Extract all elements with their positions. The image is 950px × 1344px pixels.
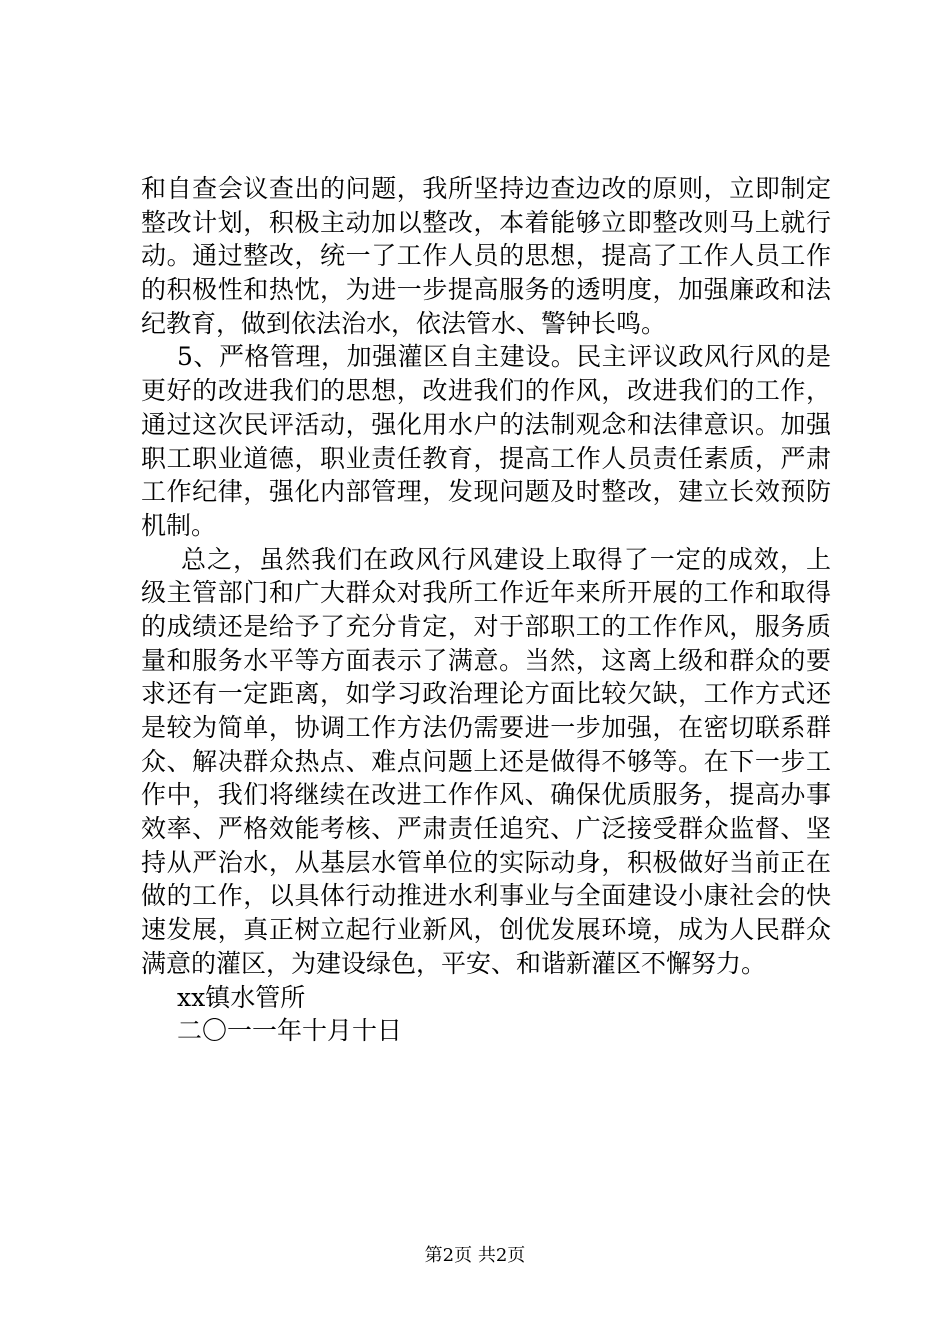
text-line: 纪教育，做到依法治水，依法管水、警钟长鸣。: [141, 308, 667, 338]
text-line: 工作纪律，强化内部管理，发现问题及时整改，建立长效预防: [141, 477, 831, 507]
text-line: 的积极性和热忱，为进一步提高服务的透明度，加强廉政和法: [141, 275, 831, 305]
paragraph-summary: [141, 543, 831, 981]
text-line: 和自查会议查出的问题，我所坚持边查边改的原则，立即制定: [141, 174, 831, 203]
text-line: 级主管部门和广大群众对我所工作近年来所开展的工作和取得: [141, 578, 831, 608]
text-line: 求还有一定距离，如学习政治理论方面比较欠缺，工作方式还: [141, 679, 831, 709]
signature-block: [141, 981, 831, 1048]
text-line: 总之，虽然我们在政风行风建设上取得了一定的成效，上: [181, 544, 831, 574]
text-line: 做的工作，以具体行动推进水利事业与全面建设小康社会的快: [141, 881, 831, 911]
paragraph-continued: [141, 172, 831, 340]
signature-organization: xx镇水管所: [177, 982, 306, 1012]
text-line: 众、解决群众热点、难点问题上还是做得不够等。在下一步工: [141, 746, 831, 776]
page-number-label: 第2页 共2页: [424, 1245, 526, 1266]
text-line: 是较为简单，协调工作方法仍需要进一步加强，在密切联系群: [141, 713, 831, 742]
text-line: 速发展，真正树立起行业新风，创优发展环境，成为人民群众: [141, 915, 831, 945]
text-line: 机制。: [141, 510, 217, 540]
text-line: 职工职业道德，职业责任教育，提高工作人员责任素质，严肃: [141, 443, 831, 473]
text-line: 效率、严格效能考核、严肃责任追究、广泛接受群众监督、坚: [141, 814, 831, 844]
text-line: 的成绩还是给予了充分肯定，对于部职工的工作作风，服务质: [141, 611, 831, 641]
text-line: 更好的改进我们的思想，改进我们的作风，改进我们的工作，: [141, 376, 831, 406]
text-line: 整改计划，积极主动加以整改，本着能够立即整改则马上就行: [141, 207, 831, 237]
paragraph-5: [141, 340, 831, 542]
signature-date: 二〇一一年十月十日: [177, 1016, 403, 1046]
text-line: 作中，我们将继续在改进工作作风、确保优质服务，提高办事: [141, 780, 831, 810]
text-line: 动。通过整改，统一了工作人员的思想，提高了工作人员工作: [141, 241, 831, 271]
text-line: 持从严治水，从基层水管单位的实际动身，积极做好当前正在: [141, 847, 831, 877]
text-line: 量和服务水平等方面表示了满意。当然，这离上级和群众的要: [141, 645, 831, 675]
text-line: 5、严格管理，加强灌区自主建设。民主评议政风行风的是: [177, 342, 831, 372]
document-body: [141, 172, 831, 1048]
text-line: 通过这次民评活动，强化用水户的法制观念和法律意识。加强: [141, 409, 831, 439]
text-line: 满意的灌区，为建设绿色，平安、和谐新灌区不懈努力。: [141, 948, 767, 978]
page-footer: [0, 1244, 950, 1268]
